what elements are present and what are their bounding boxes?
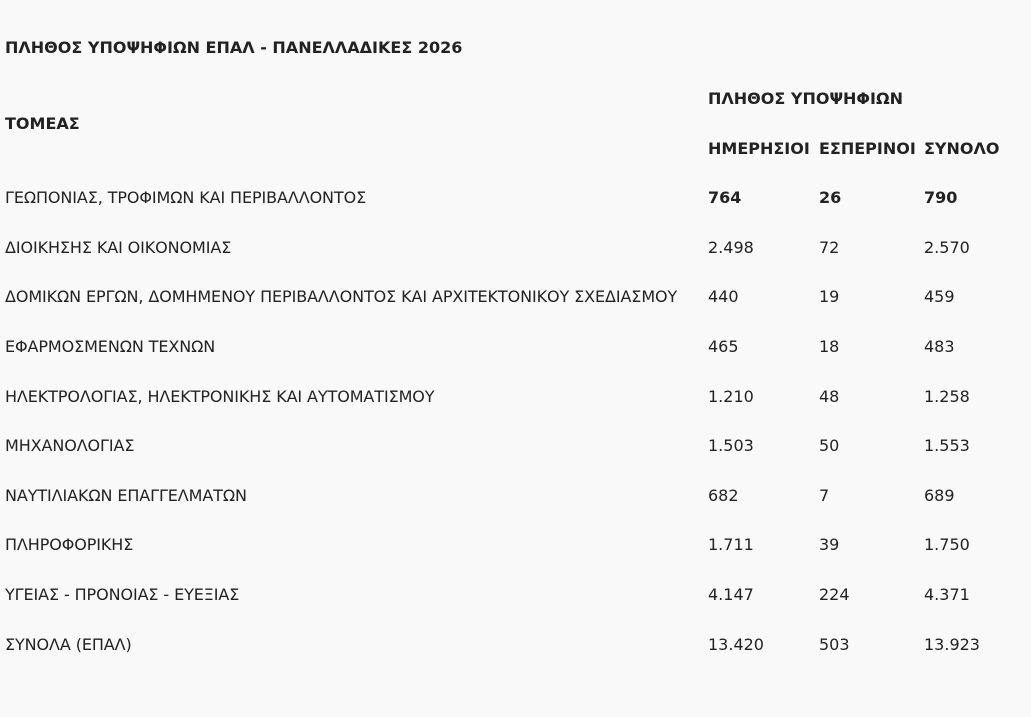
- cell-evening: 48: [819, 386, 840, 406]
- cell-sector: ΝΑΥΤΙΛΙΑΚΩΝ ΕΠΑΓΓΕΛΜΑΤΩΝ: [5, 485, 247, 505]
- cell-total: 790: [924, 188, 958, 208]
- cell-day: 764: [708, 188, 742, 208]
- cell-day: 1.711: [708, 535, 754, 555]
- column-header-group: ΠΛΗΘΟΣ ΥΠΟΨΗΦΙΩΝ: [708, 88, 903, 108]
- cell-total: 4.371: [924, 585, 970, 605]
- cell-sector: ΕΦΑΡΜΟΣΜΕΝΩΝ ΤΕΧΝΩΝ: [5, 337, 216, 357]
- column-header-evening: ΕΣΠΕΡΙΝΟΙ: [819, 138, 916, 158]
- cell-day: 440: [708, 287, 739, 307]
- table-row: [5, 421, 1031, 471]
- cell-evening: 18: [819, 337, 840, 357]
- table-row: [5, 520, 1031, 570]
- cell-day: 4.147: [708, 585, 754, 605]
- table-row: [5, 619, 1031, 669]
- column-header-total: ΣΥΝΟΛΟ: [924, 138, 1000, 158]
- cell-sector: ΓΕΩΠΟΝΙΑΣ, ΤΡΟΦΙΜΩΝ ΚΑΙ ΠΕΡΙΒΑΛΛΟΝΤΟΣ: [5, 188, 367, 208]
- cell-sector: ΗΛΕΚΤΡΟΛΟΓΙΑΣ, ΗΛΕΚΤΡΟΝΙΚΗΣ ΚΑΙ ΑΥΤΟΜΑΤΙΣΜΟΥ: [5, 386, 435, 406]
- table-row: [5, 471, 1031, 521]
- header-row-group: [5, 73, 1031, 123]
- cell-total: 1.258: [924, 386, 970, 406]
- cell-sector: ΠΛΗΡΟΦΟΡΙΚΗΣ: [5, 535, 134, 555]
- cell-sector: ΔΟΜΙΚΩΝ ΕΡΓΩΝ, ΔΟΜΗΜΕΝΟΥ ΠΕΡΙΒΑΛΛΟΝΤΟΣ ΚΑΙ ΑΡΧΙΤΕΚΤΟΝΙΚΟΥ ΣΧΕΔΙΑΣΜΟΥ: [5, 287, 678, 307]
- cell-day: 13.420: [708, 634, 764, 654]
- cell-evening: 72: [819, 237, 840, 257]
- column-header-sector: ΤΟΜΕΑΣ: [5, 113, 80, 133]
- cell-evening: 503: [819, 634, 850, 654]
- cell-sector: ΥΓΕΙΑΣ - ΠΡΟΝΟΙΑΣ - ΕΥΕΞΙΑΣ: [5, 585, 240, 605]
- cell-day: 1.210: [708, 386, 754, 406]
- cell-day: 1.503: [708, 436, 754, 456]
- table-row: [5, 371, 1031, 421]
- table-row: [5, 272, 1031, 322]
- table-row: [5, 223, 1031, 273]
- cell-total: 483: [924, 337, 955, 357]
- cell-total: 2.570: [924, 237, 970, 257]
- cell-total: 459: [924, 287, 955, 307]
- cell-total: 1.553: [924, 436, 970, 456]
- table-row: [5, 173, 1031, 223]
- column-header-day: ΗΜΕΡΗΣΙΟΙ: [708, 138, 810, 158]
- table-body: [5, 173, 1031, 669]
- cell-sector: ΔΙΟΙΚΗΣΗΣ ΚΑΙ ΟΙΚΟΝΟΜΙΑΣ: [5, 237, 232, 257]
- cell-day: 682: [708, 485, 739, 505]
- table-row: [5, 322, 1031, 372]
- cell-total: 13.923: [924, 634, 980, 654]
- cell-day: 2.498: [708, 237, 754, 257]
- cell-sector: ΜΗΧΑΝΟΛΟΓΙΑΣ: [5, 436, 135, 456]
- cell-evening: 50: [819, 436, 840, 456]
- cell-evening: 7: [819, 485, 830, 505]
- table-header: [5, 73, 1031, 173]
- cell-sector: ΣΥΝΟΛΑ (ΕΠΑΛ): [5, 634, 132, 654]
- cell-evening: 26: [819, 188, 842, 208]
- table-row: [5, 570, 1031, 620]
- cell-total: 1.750: [924, 535, 970, 555]
- cell-evening: 19: [819, 287, 840, 307]
- cell-total: 689: [924, 485, 955, 505]
- cell-evening: 224: [819, 585, 850, 605]
- cell-day: 465: [708, 337, 739, 357]
- page-title: ΠΛΗΘΟΣ ΥΠΟΨΗΦΙΩΝ ΕΠΑΛ - ΠΑΝΕΛΛΑΔΙΚΕΣ 2026: [5, 38, 463, 57]
- candidates-table: [5, 73, 1031, 669]
- cell-evening: 39: [819, 535, 840, 555]
